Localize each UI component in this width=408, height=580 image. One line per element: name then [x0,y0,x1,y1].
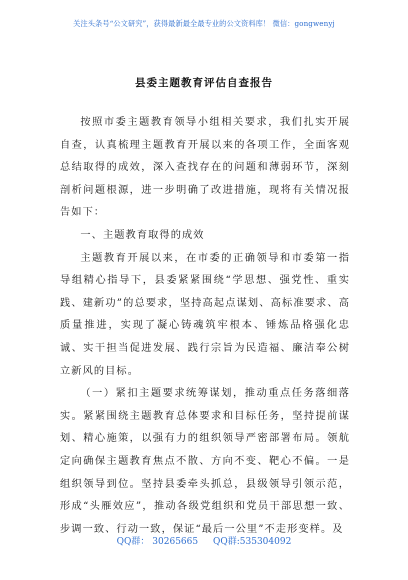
footer-contacts [0,534,408,547]
body-paragraph: （一）紧扣主题要求统筹谋划，推动重点任务落细落实。紧紧围绕主题教育总体要求和目标任务，坚持提前谋划、精心施策，以强有力的组织领导严密部署布局。领航定向确保主题教育焦点不散、方向不变、靶心不偏。一是组织领导到位。坚持县委牵头抓总，县级领导引领示范，形成“头雁效应”，推动各级党组织和党员干部思想一致、步调一致、行动一致，保证“最后一公里”不走形变样。及 [60,388,350,535]
body-paragraph: 主题教育开展以来，在市委的正确领导和市委第一指导组精心指导下，县委紧紧围绕“学思想、强党性、重实践、建新功”的总要求，坚持高起点谋划、高标准要求、高质量推进，实现了凝心铸魂筑牢根本、锤炼品格强化忠诚、实干担当促进发展、践行宗旨为民造福、廉洁奉公树立新风的目标。 [60,252,350,377]
footer-qq-group-1: QQ群： 30265665 [116,537,199,547]
intro-paragraph: 按照市委主题教育领导小组相关要求，我们扎实开展自查，认真梳理主题教育开展以来的各项工作，全面客观总结取得的成效，深入查找存在的问题和薄弱环节，深刻剖析问题根源，进一步明确了改进措施，现将有关情况报告如下： [60,117,350,219]
document-title: 县委主题教育评估自查报告 [135,77,273,89]
section-heading: 一、主题教育取得的成效 [80,229,205,241]
document-body [60,112,350,541]
header-notice: 关注头条号“公文研究”，获得最新最全最专业的公文资料库！ 微信：gongwenyj [73,19,335,28]
footer-qq-group-2: QQ群:535304092 [212,537,292,547]
